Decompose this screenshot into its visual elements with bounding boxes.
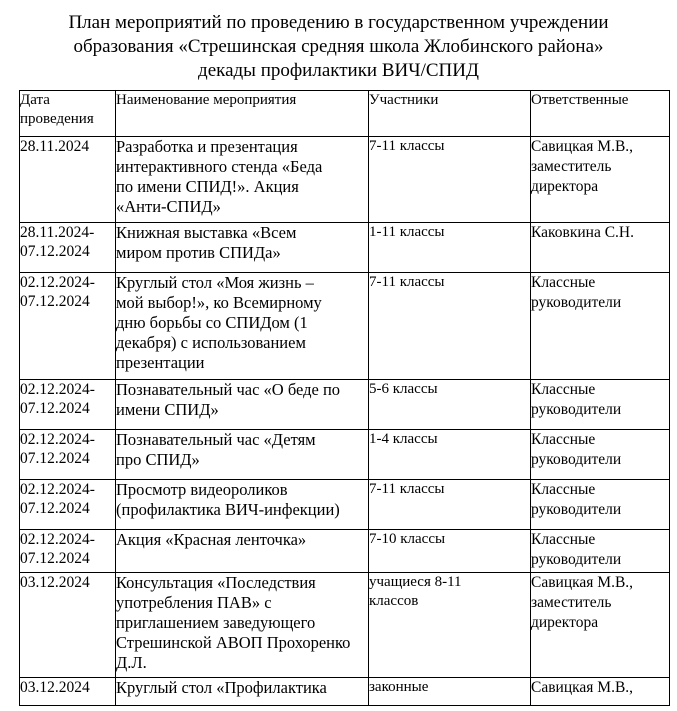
cell-responsible-line: Савицкая М.В., [531,574,634,591]
cell-event-name [116,273,369,380]
cell-date-line: 03.12.2024 [20,574,90,591]
cell-responsible-line: Классные [531,531,596,548]
cell-event-name-line: миром против СПИДа» [116,243,281,262]
header-responsible [531,91,670,137]
cell-date [20,380,116,430]
cell-event-name-line: имени СПИД» [116,400,219,419]
cell-responsible-line: Классные [531,381,596,398]
cell-date-line: 28.11.2024- [20,224,95,241]
cell-date-line: 02.12.2024- [20,481,95,498]
cell-participants [369,223,531,273]
cell-event-name-line: Круглый стол «Моя жизнь – [116,273,314,292]
cell-responsible-line: Классные [531,274,596,291]
cell-responsible [531,573,670,678]
cell-event-name-line: Акция «Красная ленточка» [116,530,307,549]
cell-participants-line: учащиеся 8-11 [369,574,462,590]
table-row [20,380,670,430]
cell-responsible-line: руководители [531,551,622,568]
cell-event-name-line: приглашением заведующего [116,613,316,632]
cell-date [20,273,116,380]
table-body [20,137,670,706]
cell-responsible [531,380,670,430]
cell-event-name-line: презентации [116,353,205,372]
cell-responsible [531,430,670,480]
cell-responsible [531,480,670,530]
header-date [20,91,116,137]
cell-date [20,223,116,273]
cell-date-line: 07.12.2024 [20,550,90,567]
cell-event-name-line: (профилактика ВИЧ-инфекции) [116,500,340,519]
cell-event-name-line: про СПИД» [116,450,200,469]
cell-participants [369,480,531,530]
cell-participants-line: 7-11 классы [369,481,445,497]
cell-date-line: 07.12.2024 [20,243,90,260]
cell-date [20,678,116,706]
cell-responsible-line: заместитель [531,594,612,611]
table-row [20,530,670,573]
cell-participants [369,678,531,706]
cell-responsible-line: директора [531,614,599,631]
cell-event-name [116,380,369,430]
cell-participants-line: классов [369,593,419,609]
cell-date-line: 07.12.2024 [20,450,90,467]
cell-event-name-line: «Анти-СПИД» [116,197,221,216]
cell-responsible [531,530,670,573]
cell-date [20,137,116,223]
cell-event-name-line: Консультация «Последствия [116,573,316,592]
cell-responsible-line: руководители [531,401,622,418]
cell-participants-line: 7-11 классы [369,138,445,154]
cell-responsible-line: руководители [531,294,622,311]
title-line: образования «Стрешинская средняя школа Жлобинского района» [73,36,604,57]
cell-event-name-line: мой выбор!», ко Всемирному [116,293,322,312]
cell-date-line: 02.12.2024- [20,431,95,448]
cell-event-name-line: Стрешинской АВОП Прохоренко [116,633,351,652]
cell-responsible [531,137,670,223]
cell-event-name [116,530,369,573]
cell-responsible [531,678,670,706]
table-row [20,273,670,380]
cell-date-line: 02.12.2024- [20,531,95,548]
cell-date [20,480,116,530]
cell-participants-line: законные [369,679,429,695]
cell-event-name [116,480,369,530]
cell-participants [369,573,531,678]
cell-event-name [116,430,369,480]
cell-participants-line: 7-10 классы [369,531,446,547]
cell-event-name-line: Книжная выставка «Всем [116,223,297,242]
cell-event-name-line: Круглый стол «Профилактика [116,678,327,697]
cell-date-line: 02.12.2024- [20,381,95,398]
cell-participants-line: 1-11 классы [369,224,445,240]
cell-event-name-line: дню борьбы со СПИДом (1 [116,313,308,332]
cell-participants-line: 7-11 классы [369,274,445,290]
cell-responsible-line: Савицкая М.В., [531,679,634,696]
cell-event-name-line: Д.Л. [116,653,147,672]
header-event-name [116,91,369,137]
cell-date-line: 02.12.2024- [20,274,95,291]
cell-responsible-line: Классные [531,431,596,448]
cell-date-line: 28.11.2024 [20,138,90,155]
table-row [20,137,670,223]
cell-date-line: 03.12.2024 [20,679,90,696]
cell-event-name-line: употребления ПАВ» с [116,593,272,612]
header-participants [369,91,531,137]
cell-responsible-line: Каковкина С.Н. [531,224,634,241]
cell-responsible-line: руководители [531,451,622,468]
cell-date-line: 07.12.2024 [20,400,90,417]
cell-responsible-line: Классные [531,481,596,498]
cell-event-name-line: декабря) с использованием [116,333,306,352]
cell-participants-line: 1-4 классы [369,431,438,447]
cell-date [20,573,116,678]
cell-date [20,430,116,480]
cell-event-name [116,223,369,273]
cell-event-name [116,678,369,706]
cell-date-line: 07.12.2024 [20,293,90,310]
cell-participants-line: 5-6 классы [369,381,438,397]
cell-date [20,530,116,573]
cell-participants [369,430,531,480]
cell-responsible [531,223,670,273]
cell-date-line: 07.12.2024 [20,500,90,517]
cell-participants [369,137,531,223]
cell-participants [369,380,531,430]
cell-responsible-line: Савицкая М.В., [531,138,634,155]
title-line: декады профилактики ВИЧ/СПИД [198,60,479,81]
table-row [20,678,670,706]
cell-responsible-line: заместитель [531,158,612,175]
cell-event-name [116,573,369,678]
cell-participants [369,530,531,573]
table-row [20,223,670,273]
cell-event-name-line: по имени СПИД!». Акция [116,177,299,196]
document-title [0,11,677,83]
title-line: План мероприятий по проведению в государственном учреждении [68,12,609,33]
table-row [20,480,670,530]
cell-responsible [531,273,670,380]
cell-responsible-line: директора [531,178,599,195]
cell-participants [369,273,531,380]
events-plan-table [19,90,670,706]
table-header-row [20,91,670,137]
table-row [20,573,670,678]
cell-event-name-line: Познавательный час «Детям [116,430,316,449]
header-event-name-text: Наименование мероприятия [116,92,297,108]
header-date-line: проведения [20,111,94,127]
cell-responsible-line: руководители [531,501,622,518]
cell-event-name-line: интерактивного стенда «Беда [116,157,323,176]
header-responsible-text: Ответственные [531,92,629,108]
header-participants-text: Участники [369,92,439,108]
cell-event-name-line: Просмотр видеороликов [116,480,288,499]
table-row [20,430,670,480]
cell-event-name-line: Разработка и презентация [116,137,298,156]
cell-event-name-line: Познавательный час «О беде по [116,380,341,399]
cell-event-name [116,137,369,223]
header-date-line: Дата [20,92,50,108]
